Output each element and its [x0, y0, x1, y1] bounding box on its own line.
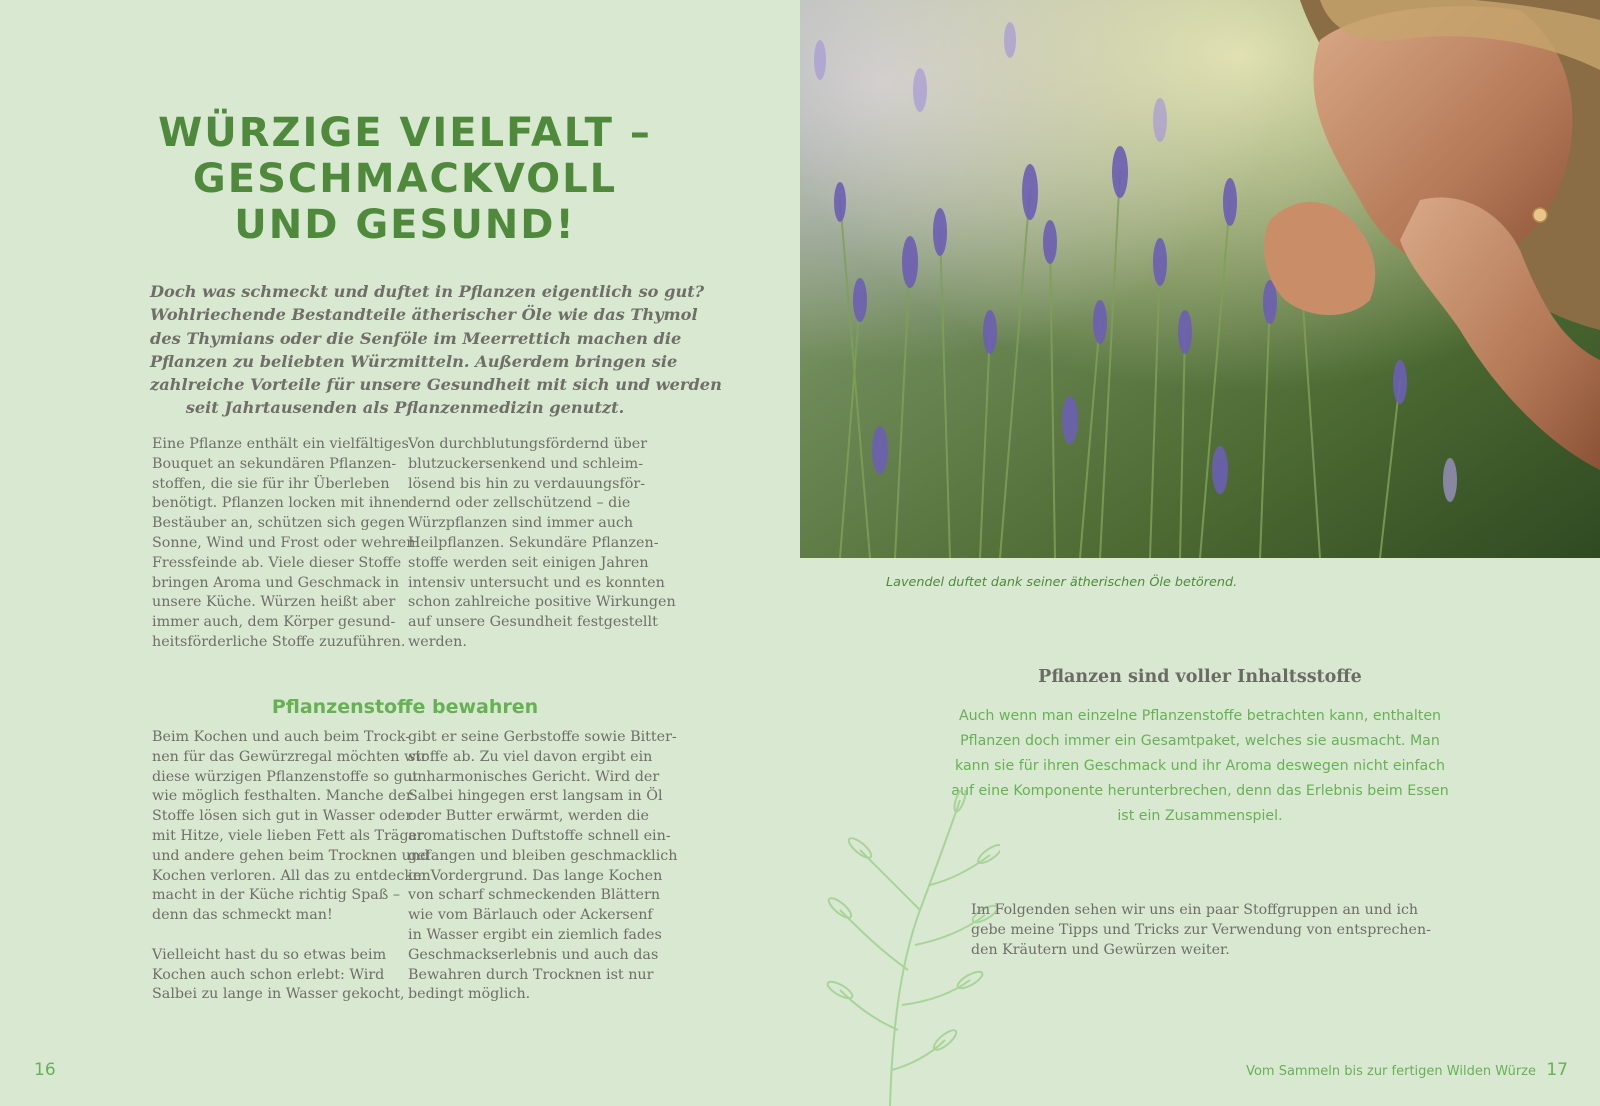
body-line: Heilpflanzen. Sekundäre Pflanzen- [408, 534, 659, 551]
page-number-right: 17 [1546, 1060, 1568, 1080]
body-line: oder Butter erwärmt, werden die [408, 808, 650, 825]
body-line: stoffe werden seit einigen Jahren [408, 554, 649, 571]
body-line: Vielleicht hast du so etwas beim [152, 946, 387, 963]
body-line: Fressfeinde ab. Viele dieser Stoffe [152, 554, 402, 571]
body-line: benötigt. Pflanzen locken mit ihnen [152, 495, 410, 512]
body-column-1 [152, 435, 415, 653]
body-line: Salbei hingegen erst langsam in Öl [408, 788, 663, 805]
closing-line: den Kräutern und Gewürzen weiter. [971, 941, 1230, 958]
body-line: stoffe ab. Zu viel davon ergibt ein [408, 748, 653, 765]
photo-caption: Lavendel duftet dank seiner ätherischen Öle betörend. [886, 575, 1238, 590]
body-line: diese würzigen Pflanzenstoffe so gut [152, 768, 418, 785]
body-line: gefangen und bleiben geschmacklich [408, 847, 678, 864]
body-line: macht in der Küche richtig Spaß – [152, 887, 401, 904]
highlight-line: kann sie für ihren Geschmack und ihr Aroma deswegen nicht einfach [954, 758, 1446, 774]
highlight-paragraph [950, 704, 1450, 829]
body-line: unsere Küche. Würzen heißt aber [152, 594, 396, 611]
body-line: Sonne, Wind und Frost oder wehren [152, 534, 416, 551]
highlight-line: ist ein Zusammenspiel. [1117, 808, 1283, 824]
running-head: Vom Sammeln bis zur fertigen Wilden Würze [1246, 1064, 1536, 1079]
body-line: und andere gehen beim Trocknen und [152, 847, 430, 864]
intro-line: zahlreiche Vorteile für unsere Gesundheit mit sich und werden [150, 375, 722, 395]
body-line: auf unsere Gesundheit festgestellt [408, 614, 658, 631]
body-line: bedingt möglich. [408, 986, 531, 1003]
page-headline [150, 110, 660, 248]
body-line: Geschmackserlebnis und auch das [408, 946, 659, 963]
body-line: intensiv untersucht und es konnten [408, 574, 665, 591]
body-line: Eine Pflanze enthält ein vielfältiges [152, 436, 409, 452]
highlight-line: auf eine Komponente herunterbrechen, denn das Erlebnis beim Essen [951, 783, 1449, 799]
body-line: unharmonisches Gericht. Wird der [408, 768, 660, 785]
closing-line: Im Folgenden sehen wir uns ein paar Stoffgruppen an und ich [971, 902, 1419, 918]
intro-paragraph [150, 280, 722, 420]
headline-line: WÜRZIGE VIELFALT – [158, 110, 652, 156]
body-line: aromatischen Duftstoffe schnell ein- [408, 827, 671, 844]
body-line: gibt er seine Gerbstoffe sowie Bitter- [408, 729, 677, 745]
body-line: Salbei zu lange in Wasser gekocht, [152, 986, 405, 1003]
intro-line: Pflanzen zu beliebten Würzmitteln. Außerdem bringen sie [150, 351, 678, 371]
body-line: bringen Aroma und Geschmack in [152, 574, 400, 591]
intro-line: seit Jahrtausenden als Pflanzenmedizin genutzt. [185, 398, 625, 418]
body-column-4 [408, 728, 678, 1005]
section-subheading: Pflanzenstoffe bewahren [271, 696, 539, 718]
body-line: lösend bis hin zu verdauungsför- [408, 475, 646, 492]
right-page [800, 0, 1600, 1106]
body-column-2 [408, 435, 676, 653]
body-line: im Vordergrund. Das lange Kochen [408, 867, 663, 884]
highlight-line: Auch wenn man einzelne Pflanzenstoffe betrachten kann, enthalten [958, 708, 1442, 724]
body-line: Kochen auch schon erlebt: Wird [152, 966, 385, 983]
closing-line: gebe meine Tipps und Tricks zur Verwendung von entsprechen- [971, 921, 1431, 938]
body-line: Bestäuber an, schützen sich gegen [152, 515, 405, 532]
body-line: Bewahren durch Trocknen ist nur [408, 966, 654, 983]
intro-line: des Thymians oder die Senföle im Meerrettich machen die [150, 328, 682, 348]
page-number-left: 16 [34, 1060, 56, 1080]
body-line: nen für das Gewürzregal möchten wir [152, 748, 428, 765]
body-line: Bouquet an sekundären Pflanzen- [152, 455, 397, 472]
body-line: von scharf schmeckenden Blättern [408, 887, 661, 904]
body-line: Würzpflanzen sind immer auch [408, 515, 634, 532]
highlight-line: Pflanzen doch immer ein Gesamtpaket, welches sie ausmacht. Man [960, 733, 1440, 749]
body-line: Von durchblutungsfördernd über [408, 436, 648, 452]
headline-line: GESCHMACKVOLL [192, 156, 618, 202]
section-subheading-right: Pflanzen sind voller Inhaltsstoffe [1038, 667, 1362, 687]
body-line: wie vom Bärlauch oder Ackersenf [408, 907, 653, 924]
intro-line: Wohlriechende Bestandteile ätherischer Öle wie das Thymol [150, 305, 698, 325]
body-line: denn das schmeckt man! [152, 907, 333, 924]
body-line: werden. [408, 633, 467, 650]
body-line: schon zahlreiche positive Wirkungen [408, 594, 676, 611]
body-line: heitsförderliche Stoffe zuzuführen. [152, 633, 406, 650]
body-line: dernd oder zellschützend – die [408, 495, 631, 512]
body-column-3 [152, 728, 431, 1005]
body-line: Stoffe lösen sich gut in Wasser oder [152, 808, 413, 825]
body-line: wie möglich festhalten. Manche der [152, 788, 413, 805]
body-line: in Wasser ergibt ein ziemlich fades [408, 926, 662, 943]
closing-paragraph [971, 901, 1431, 960]
headline-line: UND GESUND! [234, 202, 576, 248]
body-line: immer auch, dem Körper gesund- [152, 614, 396, 631]
body-line: mit Hitze, viele lieben Fett als Träger [152, 827, 424, 844]
body-line: stoffen, die sie für ihr Überleben [152, 475, 390, 492]
body-line: blutzuckersenkend und schleim- [408, 455, 644, 472]
body-line: Beim Kochen und auch beim Trock- [152, 729, 411, 745]
lavender-photo [800, 0, 1600, 558]
paragraph-gap [152, 926, 431, 946]
intro-line: Doch was schmeckt und duftet in Pflanzen eigentlich so gut? [150, 282, 705, 301]
body-line: Kochen verloren. All das zu entdecken [152, 867, 431, 884]
